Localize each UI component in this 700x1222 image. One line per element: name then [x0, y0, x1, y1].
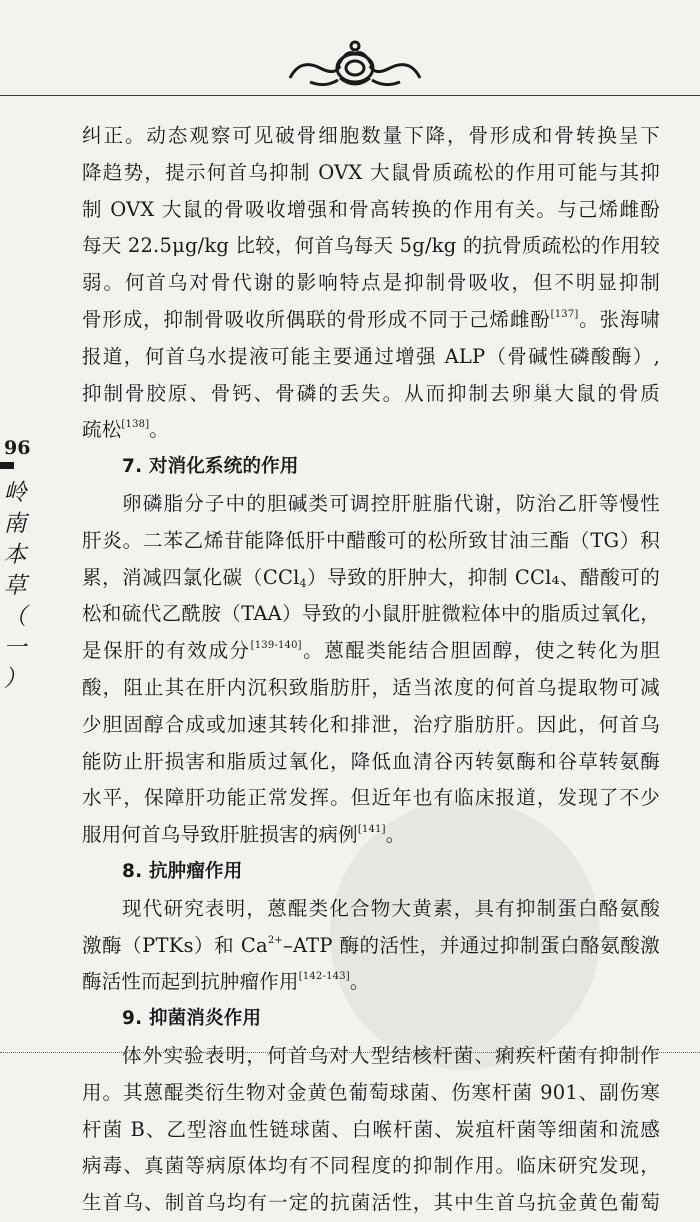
side-title-char: 南: [3, 511, 27, 537]
citation-ref: [137]: [550, 308, 579, 320]
body-text: [82, 118, 660, 1222]
line-text: 酸，阻止其在肝内沉积致脂肪肝，适当浓度的何首乌提取物可减: [82, 675, 660, 699]
line-text: 疏松: [82, 418, 122, 442]
text-line: [82, 265, 660, 302]
line-text: 累，消减四氯化碳（CCl: [82, 565, 300, 589]
footer-rule: [0, 1052, 700, 1053]
text-line: [82, 817, 660, 854]
line-text: 7. 对消化系统的作用: [122, 456, 299, 478]
citation-ref: 2+: [267, 934, 283, 946]
text-line: [82, 486, 660, 523]
page-number: 96: [4, 437, 31, 459]
text-line: [82, 302, 660, 339]
text-line: [82, 964, 660, 1001]
line-text: 肝炎。二苯乙烯苷能降低肝中醋酸可的松所致甘油三酯（TG）积: [82, 528, 660, 552]
line-text-continued: 。: [385, 823, 406, 847]
line-text: 卵磷脂分子中的胆碱类可调控肝脏脂代谢，防治乙肝等慢性: [122, 491, 660, 515]
line-text: 病毒、真菌等病原体均有不同程度的抑制作用。临床研究发现，: [82, 1154, 660, 1178]
line-text: 纠正。动态观察可见破骨细胞数量下降，骨形成和骨转换呈下: [82, 124, 660, 147]
text-line: [82, 744, 660, 781]
section-heading: [82, 1001, 660, 1038]
line-text: 生首乌、制首乌均有一定的抗菌活性，其中生首乌抗金黄色葡萄: [82, 1191, 660, 1215]
line-text: 制 OVX 大鼠的骨吸收增强和骨高转换的作用有关。与己烯雌酚: [82, 197, 660, 221]
line-text: 杆菌 B、乙型溶血性链球菌、白喉杆菌、炭疽杆菌等细菌和流感: [82, 1117, 660, 1141]
line-text-continued: 。: [149, 418, 169, 442]
citation-ref: [142-143]: [298, 971, 350, 983]
side-title-char: 一: [3, 635, 27, 661]
line-text-continued: 。张海啸: [578, 307, 660, 331]
line-text-continued: ）导致的肝肿大，抑制 CCl₄、醋酸可的: [306, 565, 660, 589]
text-line: [82, 412, 660, 449]
text-line: [82, 118, 660, 155]
line-text: 弱。何首乌对骨代谢的影响特点是抑制骨吸收，但不明显抑制: [82, 271, 660, 295]
knot-ornament-icon: [280, 38, 430, 90]
text-line: [82, 560, 660, 597]
line-text: 能防止肝损害和脂质过氧化，降低血清谷丙转氨酶和谷草转氨酶: [82, 749, 660, 773]
text-line: [82, 339, 660, 376]
line-text: 抑制骨胶原、骨钙、骨磷的丢失。从而抑制去卵巢大鼠的骨质: [82, 381, 660, 405]
text-line: [82, 376, 660, 413]
side-title-char: 岭: [3, 480, 27, 506]
line-text: 骨形成，抑制骨吸收所偶联的骨形成不同于己烯雌酚: [82, 307, 551, 331]
line-text: 现代研究表明，蒽醌类化合物大黄素，具有抑制蛋白酪氨酸: [122, 896, 660, 920]
line-text: 服用何首乌导致肝脏损害的病例: [82, 823, 358, 847]
text-line: [82, 155, 660, 192]
text-line: [82, 891, 660, 928]
text-line: [82, 707, 660, 744]
section-heading: [82, 449, 660, 486]
line-text: 少胆固醇合成或加速其转化和排泄，治疗脂肪肝。因此，何首乌: [82, 712, 660, 736]
text-line: [82, 596, 660, 633]
text-line: [82, 780, 660, 817]
citation-ref: [138]: [121, 419, 150, 431]
text-line: [82, 928, 660, 965]
side-title-char: 本: [3, 542, 27, 568]
text-line: [82, 633, 660, 670]
text-line: [82, 1075, 660, 1112]
line-text: 9. 抑菌消炎作用: [122, 1008, 262, 1030]
citation-ref: [139-140]: [250, 640, 302, 652]
line-text: 激酶（PTKs）和 Ca: [82, 933, 268, 957]
text-line: [82, 228, 660, 265]
line-text: 报道，何首乌水提液可能主要通过增强 ALP（骨碱性磷酸酶）,: [82, 344, 660, 368]
line-text-continued: 。: [349, 970, 370, 994]
text-line: [82, 523, 660, 560]
section-heading: [82, 854, 660, 891]
subscript: 4: [299, 576, 307, 590]
text-line: [82, 1112, 660, 1149]
side-title-char: （: [3, 604, 27, 630]
side-marker: [0, 462, 14, 469]
line-text: 体外实验表明，何首乌对人型结核杆菌、痢疾杆菌有抑制作: [122, 1043, 660, 1067]
text-line: [82, 1185, 660, 1222]
text-line: [82, 1148, 660, 1185]
line-text: 用。其蒽醌类衍生物对金黄色葡萄球菌、伤寒杆菌 901、副伤寒: [82, 1080, 660, 1104]
side-book-title: [2, 478, 28, 695]
line-text: 是保肝的有效成分: [82, 639, 251, 663]
line-text: 松和硫代乙酰胺（TAA）导致的小鼠肝脏微粒体中的脂质过氧化，: [82, 602, 660, 626]
header-rule: [0, 95, 700, 96]
line-text: 水平，保障肝功能正常发挥。但近年也有临床报道，发现了不少: [82, 786, 660, 810]
line-text: 每天 22.5μg/kg 比较，何首乌每天 5g/kg 的抗骨质疏松的作用较: [82, 234, 660, 258]
line-text-continued: 。蒽醌类能结合胆固醇，使之转化为胆: [301, 639, 660, 663]
citation-ref: [141]: [357, 824, 386, 836]
line-text: 降趋势，提示何首乌抑制 OVX 大鼠骨质疏松的作用可能与其抑: [82, 160, 660, 184]
text-line: [82, 670, 660, 707]
line-text: 酶活性而起到抗肿瘤作用: [82, 970, 299, 994]
text-line: [82, 192, 660, 229]
text-line: [82, 1038, 660, 1075]
side-title-char: 草: [3, 573, 27, 599]
line-text-continued: –ATP 酶的活性，并通过抑制蛋白酪氨酸激: [283, 933, 660, 957]
side-title-char: ）: [3, 666, 27, 692]
line-text: 8. 抗肿瘤作用: [122, 860, 243, 882]
